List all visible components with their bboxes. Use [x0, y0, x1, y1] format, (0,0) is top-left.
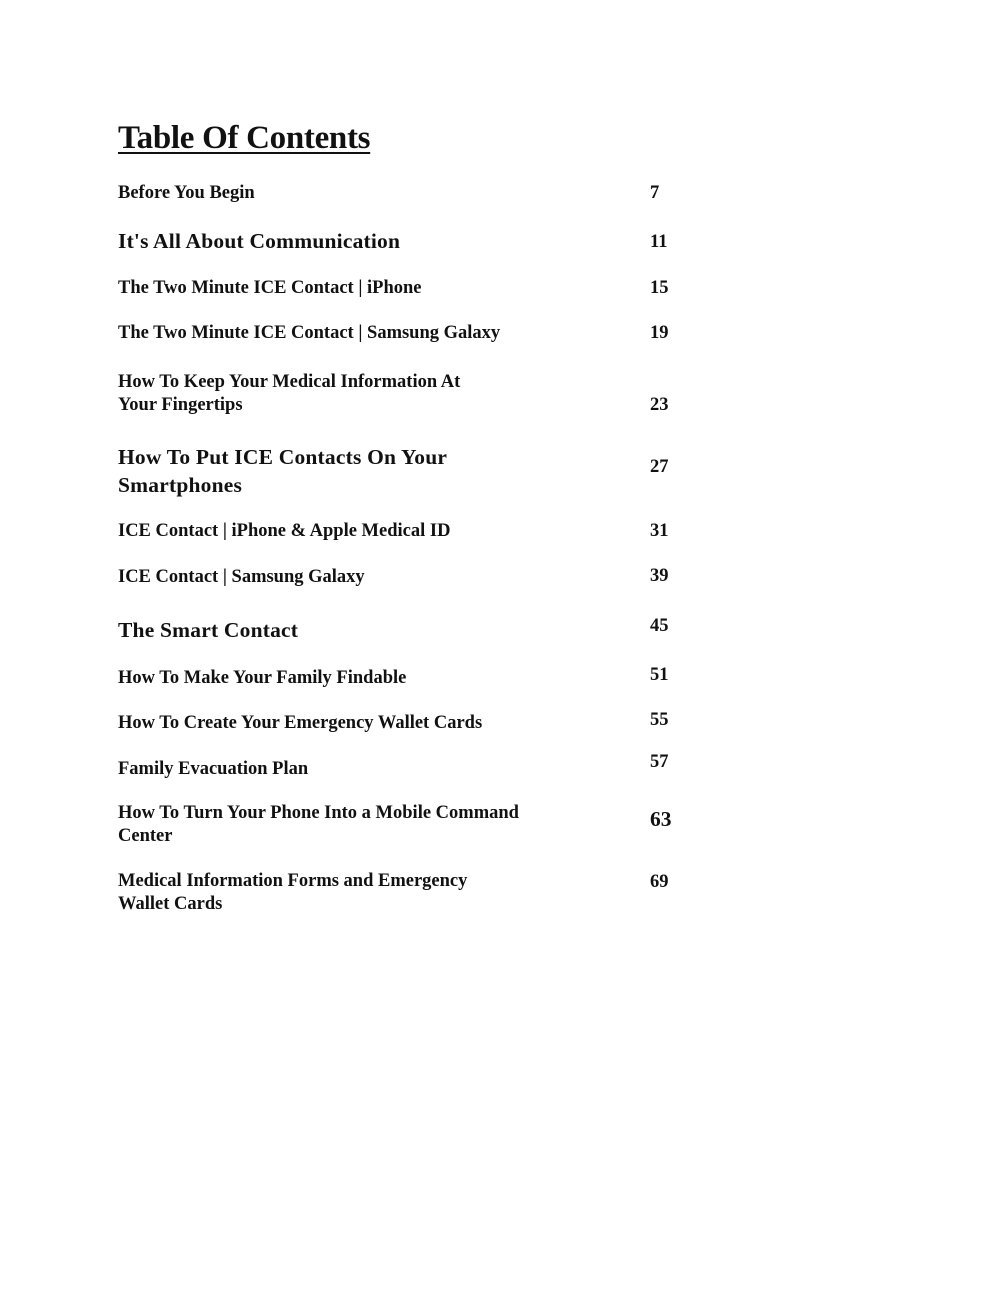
- toc-entry-line: The Two Minute ICE Contact | Samsung Galaxy: [118, 323, 501, 343]
- toc-entry-line: Your Fingertips: [118, 395, 243, 415]
- toc-entry-line: How To Put ICE Contacts On Your: [118, 445, 448, 469]
- toc-entry-title: [118, 520, 450, 543]
- toc-entry-line: The Smart Contact: [118, 618, 299, 642]
- toc-entry-title: [118, 322, 500, 345]
- toc-entry-page-number: 27: [650, 457, 669, 477]
- toc-entry-title: [118, 566, 365, 589]
- toc-entry-title: [118, 758, 308, 781]
- toc-entry-line: Wallet Cards: [118, 894, 223, 914]
- toc-entry-page-number: 69: [650, 872, 669, 892]
- page-title: Table Of Contents: [118, 120, 371, 156]
- toc-entry-title: [118, 870, 467, 916]
- toc-entry-title: [118, 667, 406, 690]
- toc-entry-page-number: 31: [650, 521, 669, 541]
- toc-entry-page-number: 55: [650, 710, 669, 730]
- toc-entry-title: [118, 227, 400, 255]
- toc-entry-title: [118, 443, 447, 499]
- toc-entry-page-number: 19: [650, 323, 669, 343]
- toc-entry-line: Before You Begin: [118, 183, 255, 203]
- toc-entry-title: [118, 371, 460, 417]
- toc-entry-line: It's All About Communication: [118, 229, 401, 253]
- toc-entry-page-number: 7: [650, 183, 660, 203]
- toc-entry-title: [118, 182, 255, 205]
- toc-entry-line: ICE Contact | Samsung Galaxy: [118, 567, 365, 587]
- toc-entry-line: Medical Information Forms and Emergency: [118, 871, 468, 891]
- toc-entry-line: Family Evacuation Plan: [118, 759, 309, 779]
- toc-entry-line: The Two Minute ICE Contact | iPhone: [118, 278, 422, 298]
- toc-entry-page-number: 11: [650, 232, 668, 252]
- toc-entry-line: How To Create Your Emergency Wallet Cards: [118, 713, 483, 733]
- toc-entry-page-number: 63: [650, 807, 672, 831]
- toc-entry-line: ICE Contact | iPhone & Apple Medical ID: [118, 521, 451, 541]
- toc-entry-page-number: 15: [650, 278, 669, 298]
- toc-entry-page-number: 57: [650, 752, 669, 772]
- toc-entry-title: [118, 277, 422, 300]
- toc-entry-line: How To Turn Your Phone Into a Mobile Command: [118, 803, 519, 823]
- toc-entry-title: [118, 802, 519, 848]
- toc-entry-title: [118, 616, 298, 644]
- toc-entry-page-number: 39: [650, 566, 669, 586]
- toc-entry-page-number: 51: [650, 665, 669, 685]
- toc-entry-line: How To Make Your Family Findable: [118, 668, 407, 688]
- toc-entry-title: [118, 712, 482, 735]
- toc-entry-page-number: 23: [650, 395, 669, 415]
- toc-entry-line: Center: [118, 826, 173, 846]
- toc-entry-line: How To Keep Your Medical Information At: [118, 372, 461, 392]
- toc-entry-line: Smartphones: [118, 473, 243, 497]
- toc-entry-page-number: 45: [650, 616, 669, 636]
